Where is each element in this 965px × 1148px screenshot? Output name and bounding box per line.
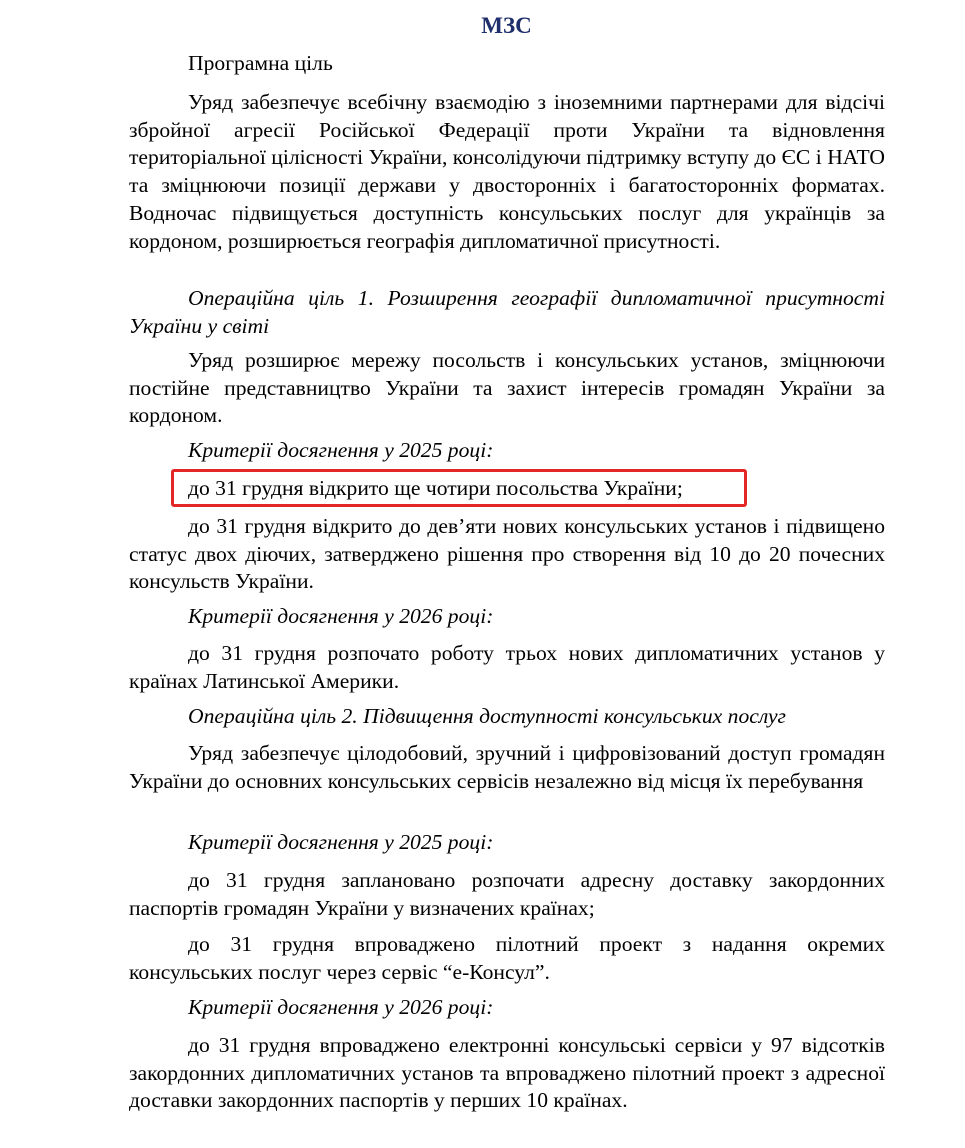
operational-goal-1-text: Уряд розширює мережу посольств і консульських установ, зміцнюючи постійне представництво України та захист інтересів громадян України за кордоном.	[129, 348, 885, 428]
criteria-2026-heading-2: Критерії досягнення у 2026 році:	[188, 995, 494, 1019]
criteria-electronic-services-item: до 31 грудня впроваджено електронні консульські сервіси у 97 відсотків закордонних дипломатичних установ та впроваджено пілотний проект з адресної доставки закордонних паспортів у перших 10 країнах.	[129, 1033, 885, 1113]
criteria-2025-heading-2: Критерії досягнення у 2025 році:	[188, 830, 494, 854]
operational-goal-2-heading: Операційна ціль 2. Підвищення доступності консульських послуг	[188, 704, 786, 728]
criteria-latin-america-item: до 31 грудня розпочато роботу трьох нових дипломатичних установ у країнах Латинської Америки.	[129, 641, 885, 693]
criteria-passport-delivery-item: до 31 грудня заплановано розпочати адресну доставку закордонних паспортів громадян України у визначених країнах;	[129, 868, 885, 920]
page-title: МЗС	[481, 13, 532, 38]
criteria-e-consul-item: до 31 грудня впроваджено пілотний проект з надання окремих консульських послуг через сервіс “е-Консул”.	[129, 932, 885, 984]
operational-goal-1-heading: Операційна ціль 1. Розширення географії дипломатичної присутності України у світі	[129, 286, 885, 338]
program-goal-heading: Програмна ціль	[188, 51, 333, 75]
criteria-2026-heading-1: Критерії досягнення у 2026 році:	[188, 604, 494, 628]
criteria-consulates-item: до 31 грудня відкрито до дев’яти нових консульських установ і підвищено статус двох діючих, затверджено рішення про створення від 10 до 20 почесних консульств України.	[129, 514, 885, 594]
criteria-2025-heading-1: Критерії досягнення у 2025 році:	[188, 438, 494, 462]
operational-goal-2-text: Уряд забезпечує цілодобовий, зручний і цифровізований доступ громадян України до основних консульських сервісів незалежно від місця їх перебування	[129, 741, 885, 793]
highlight-box	[171, 469, 747, 507]
criteria-embassies-item: до 31 грудня відкрито ще чотири посольства України;	[188, 476, 683, 500]
program-goal-text: Уряд забезпечує всебічну взаємодію з іноземними партнерами для відсічі збройної агресії Російської Федерації проти України та відновлення територіальної цілісності України, консолідуючи підтримку вступу до ЄС і НАТО та зміцнюючи позиції держави у двосторонніх і багатосторонніх форматах. Водночас підвищується доступність консульських послуг для українців за кордоном, розширюється географія дипломатичної присутності.	[129, 90, 885, 253]
